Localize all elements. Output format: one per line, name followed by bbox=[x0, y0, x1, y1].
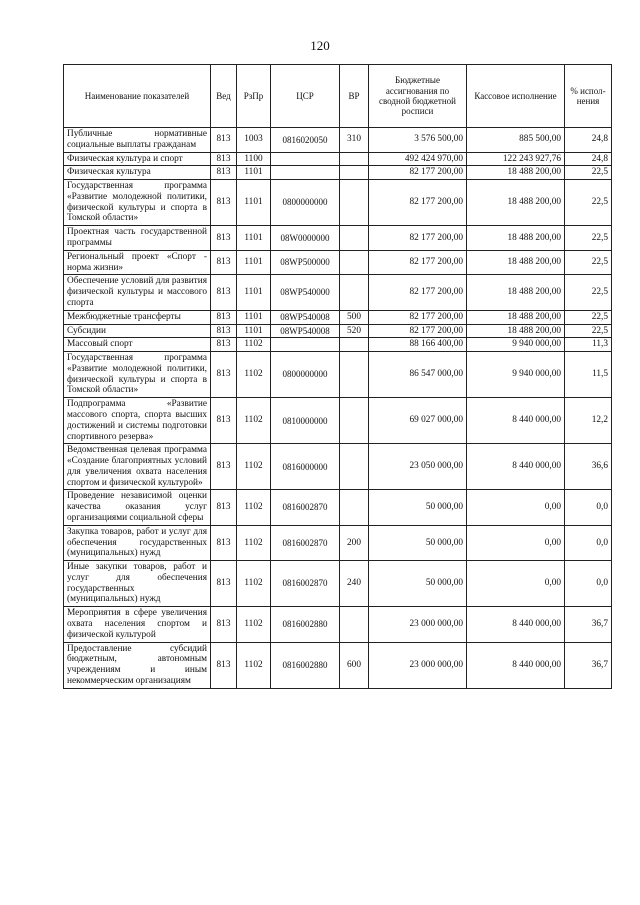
cell-percent: 24,8 bbox=[565, 128, 612, 153]
table-body bbox=[64, 128, 612, 689]
cell-ved: 813 bbox=[211, 166, 237, 180]
cell-percent: 11,3 bbox=[565, 338, 612, 352]
cell-ved: 813 bbox=[211, 128, 237, 153]
cell-vr bbox=[340, 398, 369, 444]
cell-name: Предоставление субсидий бюджетным, автономным учреждениям и иным некоммерческим организациям bbox=[64, 642, 211, 688]
cell-cash: 18 488 200,00 bbox=[467, 275, 565, 310]
table-row bbox=[64, 310, 612, 324]
cell-ved: 813 bbox=[211, 607, 237, 642]
table-row bbox=[64, 352, 612, 398]
cell-rzpr: 1003 bbox=[237, 128, 271, 153]
cell-csr bbox=[271, 338, 340, 352]
table-row bbox=[64, 275, 612, 310]
cell-cash: 18 488 200,00 bbox=[467, 310, 565, 324]
cell-ved: 813 bbox=[211, 490, 237, 525]
cell-vr bbox=[340, 444, 369, 490]
cell-ved: 813 bbox=[211, 525, 237, 560]
cell-name: Физическая культура bbox=[64, 166, 211, 180]
cell-vr: 600 bbox=[340, 642, 369, 688]
cell-vr: 240 bbox=[340, 561, 369, 607]
cell-csr: 0816000000 bbox=[271, 444, 340, 490]
cell-ved: 813 bbox=[211, 180, 237, 226]
table-row bbox=[64, 444, 612, 490]
table-row bbox=[64, 490, 612, 525]
cell-percent: 0,0 bbox=[565, 561, 612, 607]
table-row bbox=[64, 324, 612, 338]
cell-vr: 200 bbox=[340, 525, 369, 560]
cell-vr bbox=[340, 607, 369, 642]
cell-name: Проектная часть государственной программы bbox=[64, 226, 211, 251]
table-row bbox=[64, 180, 612, 226]
cell-rzpr: 1101 bbox=[237, 275, 271, 310]
cell-ved: 813 bbox=[211, 226, 237, 251]
cell-vr bbox=[340, 250, 369, 275]
cell-vr bbox=[340, 152, 369, 166]
cell-csr: 08W0000000 bbox=[271, 226, 340, 251]
cell-percent: 22,5 bbox=[565, 250, 612, 275]
cell-ved: 813 bbox=[211, 444, 237, 490]
cell-name: Межбюджетные трансферты bbox=[64, 310, 211, 324]
page-number: 120 bbox=[310, 38, 330, 53]
cell-ved: 813 bbox=[211, 561, 237, 607]
cell-vr bbox=[340, 338, 369, 352]
cell-percent: 24,8 bbox=[565, 152, 612, 166]
cell-cash: 8 440 000,00 bbox=[467, 607, 565, 642]
cell-ved: 813 bbox=[211, 324, 237, 338]
cell-percent: 36,7 bbox=[565, 642, 612, 688]
table-row bbox=[64, 250, 612, 275]
cell-percent: 11,5 bbox=[565, 352, 612, 398]
table-row bbox=[64, 338, 612, 352]
cell-name: Региональный проект «Спорт - норма жизни» bbox=[64, 250, 211, 275]
cell-rzpr: 1102 bbox=[237, 490, 271, 525]
cell-name: Закупка товаров, работ и услуг для обеспечения государственных (муниципальных) нужд bbox=[64, 525, 211, 560]
cell-csr: 0816002880 bbox=[271, 607, 340, 642]
cell-rzpr: 1101 bbox=[237, 226, 271, 251]
cell-vr bbox=[340, 180, 369, 226]
cell-vr bbox=[340, 352, 369, 398]
cell-csr: 0816002880 bbox=[271, 642, 340, 688]
cell-assignments: 86 547 000,00 bbox=[369, 352, 467, 398]
cell-rzpr: 1100 bbox=[237, 152, 271, 166]
cell-assignments: 82 177 200,00 bbox=[369, 275, 467, 310]
cell-vr bbox=[340, 490, 369, 525]
cell-ved: 813 bbox=[211, 152, 237, 166]
cell-ved: 813 bbox=[211, 338, 237, 352]
cell-vr bbox=[340, 275, 369, 310]
header-vr: ВР bbox=[340, 65, 369, 128]
cell-assignments: 50 000,00 bbox=[369, 490, 467, 525]
cell-name: Публичные нормативные социальные выплаты гражданам bbox=[64, 128, 211, 153]
cell-name: Мероприятия в сфере увеличения охвата населения спортом и физической культурой bbox=[64, 607, 211, 642]
cell-csr: 08WP540008 bbox=[271, 310, 340, 324]
cell-csr: 0800000000 bbox=[271, 180, 340, 226]
cell-assignments: 82 177 200,00 bbox=[369, 180, 467, 226]
cell-name: Государственная программа «Развитие молодежной политики, физической культуры и спорта в Томской области» bbox=[64, 352, 211, 398]
table-row bbox=[64, 152, 612, 166]
cell-vr: 500 bbox=[340, 310, 369, 324]
cell-percent: 22,5 bbox=[565, 275, 612, 310]
header-rzpr: РзПр bbox=[237, 65, 271, 128]
cell-percent: 22,5 bbox=[565, 324, 612, 338]
cell-name: Обеспечение условий для развития физической культуры и массового спорта bbox=[64, 275, 211, 310]
header-percent: % испол-нения bbox=[565, 65, 612, 128]
cell-name: Государственная программа «Развитие молодежной политики, физической культуры и спорта в Томской области» bbox=[64, 180, 211, 226]
cell-percent: 12,2 bbox=[565, 398, 612, 444]
cell-vr: 310 bbox=[340, 128, 369, 153]
cell-assignments: 82 177 200,00 bbox=[369, 250, 467, 275]
cell-cash: 18 488 200,00 bbox=[467, 250, 565, 275]
cell-percent: 0,0 bbox=[565, 525, 612, 560]
cell-rzpr: 1101 bbox=[237, 310, 271, 324]
cell-csr: 0816002870 bbox=[271, 561, 340, 607]
table-row bbox=[64, 226, 612, 251]
cell-cash: 8 440 000,00 bbox=[467, 398, 565, 444]
cell-assignments: 50 000,00 bbox=[369, 525, 467, 560]
cell-percent: 22,5 bbox=[565, 226, 612, 251]
cell-cash: 18 488 200,00 bbox=[467, 226, 565, 251]
cell-assignments: 82 177 200,00 bbox=[369, 166, 467, 180]
cell-assignments: 82 177 200,00 bbox=[369, 226, 467, 251]
cell-percent: 22,5 bbox=[565, 310, 612, 324]
cell-rzpr: 1102 bbox=[237, 338, 271, 352]
cell-cash: 18 488 200,00 bbox=[467, 180, 565, 226]
header-csr: ЦСР bbox=[271, 65, 340, 128]
cell-csr: 08WP540008 bbox=[271, 324, 340, 338]
table-row bbox=[64, 525, 612, 560]
cell-cash: 0,00 bbox=[467, 490, 565, 525]
cell-percent: 36,7 bbox=[565, 607, 612, 642]
cell-ved: 813 bbox=[211, 310, 237, 324]
cell-ved: 813 bbox=[211, 398, 237, 444]
header-ved: Вед bbox=[211, 65, 237, 128]
cell-vr bbox=[340, 226, 369, 251]
header-row bbox=[64, 65, 612, 128]
cell-name: Массовый спорт bbox=[64, 338, 211, 352]
cell-name: Подпрограмма «Развитие массового спорта, спорта высших достижений и системы подготовки спортивного резерва» bbox=[64, 398, 211, 444]
cell-assignments: 23 000 000,00 bbox=[369, 642, 467, 688]
cell-csr: 08WP540000 bbox=[271, 275, 340, 310]
cell-cash: 9 940 000,00 bbox=[467, 338, 565, 352]
cell-assignments: 88 166 400,00 bbox=[369, 338, 467, 352]
budget-table bbox=[63, 64, 612, 689]
cell-percent: 36,6 bbox=[565, 444, 612, 490]
cell-cash: 885 500,00 bbox=[467, 128, 565, 153]
cell-rzpr: 1102 bbox=[237, 561, 271, 607]
table-row bbox=[64, 166, 612, 180]
table-row bbox=[64, 642, 612, 688]
cell-rzpr: 1101 bbox=[237, 324, 271, 338]
cell-ved: 813 bbox=[211, 275, 237, 310]
cell-csr: 0816002870 bbox=[271, 490, 340, 525]
cell-csr: 08WP500000 bbox=[271, 250, 340, 275]
cell-csr: 0816020050 bbox=[271, 128, 340, 153]
cell-assignments: 3 576 500,00 bbox=[369, 128, 467, 153]
table-row bbox=[64, 398, 612, 444]
cell-csr: 0816002870 bbox=[271, 525, 340, 560]
cell-csr: 0810000000 bbox=[271, 398, 340, 444]
cell-assignments: 69 027 000,00 bbox=[369, 398, 467, 444]
cell-name: Ведомственная целевая программа «Создание благоприятных условий для увеличения охвата населения спортом и физической культурой» bbox=[64, 444, 211, 490]
cell-ved: 813 bbox=[211, 642, 237, 688]
cell-assignments: 23 050 000,00 bbox=[369, 444, 467, 490]
cell-rzpr: 1102 bbox=[237, 525, 271, 560]
cell-csr: 0800000000 bbox=[271, 352, 340, 398]
cell-assignments: 82 177 200,00 bbox=[369, 310, 467, 324]
cell-vr: 520 bbox=[340, 324, 369, 338]
cell-cash: 8 440 000,00 bbox=[467, 444, 565, 490]
cell-rzpr: 1102 bbox=[237, 398, 271, 444]
cell-vr bbox=[340, 166, 369, 180]
cell-name: Проведение независимой оценки качества оказания услуг организациями социальной сферы bbox=[64, 490, 211, 525]
cell-rzpr: 1102 bbox=[237, 607, 271, 642]
cell-ved: 813 bbox=[211, 352, 237, 398]
cell-cash: 18 488 200,00 bbox=[467, 166, 565, 180]
cell-percent: 22,5 bbox=[565, 166, 612, 180]
cell-assignments: 50 000,00 bbox=[369, 561, 467, 607]
header-assignments: Бюджетные ассигнования по сводной бюджетной росписи bbox=[369, 65, 467, 128]
cell-csr bbox=[271, 166, 340, 180]
table-row bbox=[64, 561, 612, 607]
cell-percent: 0,0 bbox=[565, 490, 612, 525]
cell-name: Иные закупки товаров, работ и услуг для обеспечения государственных (муниципальных) нужд bbox=[64, 561, 211, 607]
cell-cash: 0,00 bbox=[467, 561, 565, 607]
cell-name: Физическая культура и спорт bbox=[64, 152, 211, 166]
cell-rzpr: 1102 bbox=[237, 352, 271, 398]
table-row bbox=[64, 607, 612, 642]
table-row bbox=[64, 128, 612, 153]
cell-cash: 9 940 000,00 bbox=[467, 352, 565, 398]
cell-assignments: 82 177 200,00 bbox=[369, 324, 467, 338]
cell-rzpr: 1101 bbox=[237, 180, 271, 226]
cell-name: Субсидии bbox=[64, 324, 211, 338]
cell-rzpr: 1102 bbox=[237, 642, 271, 688]
cell-cash: 8 440 000,00 bbox=[467, 642, 565, 688]
cell-csr bbox=[271, 152, 340, 166]
header-cash: Кассовое исполнение bbox=[467, 65, 565, 128]
cell-rzpr: 1102 bbox=[237, 444, 271, 490]
cell-rzpr: 1101 bbox=[237, 250, 271, 275]
cell-assignments: 23 000 000,00 bbox=[369, 607, 467, 642]
header-name: Наименование показателей bbox=[64, 65, 211, 128]
cell-rzpr: 1101 bbox=[237, 166, 271, 180]
cell-percent: 22,5 bbox=[565, 180, 612, 226]
cell-cash: 122 243 927,76 bbox=[467, 152, 565, 166]
cell-ved: 813 bbox=[211, 250, 237, 275]
cell-cash: 18 488 200,00 bbox=[467, 324, 565, 338]
cell-assignments: 492 424 970,00 bbox=[369, 152, 467, 166]
cell-cash: 0,00 bbox=[467, 525, 565, 560]
